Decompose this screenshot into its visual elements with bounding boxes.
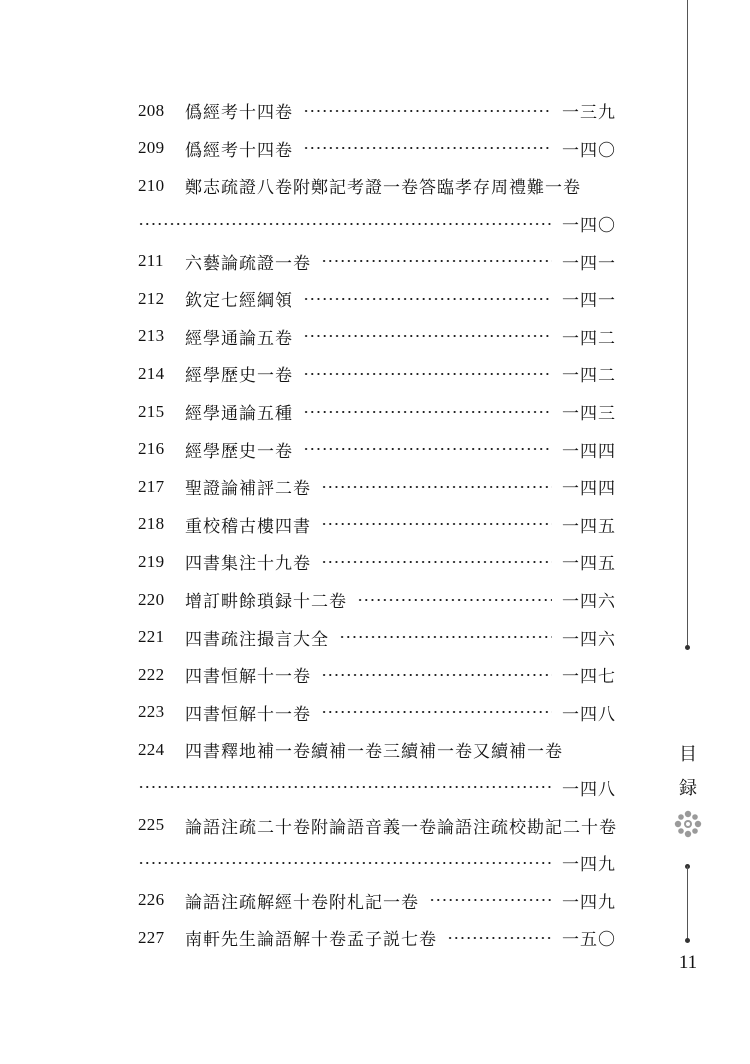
entry-page: 一四七	[562, 667, 616, 688]
toc-entry	[138, 92, 616, 130]
dot-leader	[138, 223, 552, 225]
entry-page: 一四二	[562, 366, 616, 387]
toc-entry	[138, 318, 616, 356]
entry-title: 四書恒解十一卷	[185, 667, 311, 688]
entry-title: 經學通論五卷	[185, 328, 293, 349]
dot-leader	[303, 147, 552, 149]
toc-entry	[138, 468, 616, 506]
dot-leader	[321, 674, 552, 676]
toc-entry-continuation	[138, 205, 616, 243]
entry-title: 四書恒解十一卷	[185, 704, 311, 725]
dot-leader	[321, 260, 552, 262]
margin-rule-top	[687, 0, 688, 648]
entry-page: 一四五	[562, 554, 616, 575]
dot-leader	[321, 711, 552, 713]
entry-page: 一四〇	[562, 216, 616, 237]
entry-title: 欽定七經綱領	[185, 291, 293, 312]
toc-entry	[138, 506, 616, 544]
entry-title: 增訂畊餘瑣録十二卷	[185, 592, 347, 613]
dot-leader	[138, 862, 552, 864]
toc-entry	[138, 618, 616, 656]
entry-title: 論語注疏二十卷附論語音義一卷論語注疏校勘記二十卷	[185, 817, 617, 838]
entry-number: 226	[138, 890, 165, 910]
entry-title: 論語注疏解經十卷附札記一卷	[185, 892, 419, 913]
margin-rule-dot	[685, 645, 690, 650]
entry-page: 一四八	[562, 779, 616, 800]
entry-page: 一五〇	[562, 930, 616, 951]
entry-title: 僞經考十四卷	[185, 103, 293, 124]
dot-leader	[429, 899, 552, 901]
dot-leader	[447, 937, 552, 939]
toc-entry	[138, 919, 616, 957]
section-title-vertical	[672, 738, 704, 806]
section-title-char: 目	[679, 744, 697, 765]
entry-page: 一四四	[562, 479, 616, 500]
dot-leader	[321, 523, 552, 525]
entry-page: 一四一	[562, 291, 616, 312]
dot-leader	[303, 411, 552, 413]
toc-entry	[138, 543, 616, 581]
toc-entry-continuation	[138, 769, 616, 807]
entry-page: 一四六	[562, 592, 616, 613]
toc-entry	[138, 167, 616, 205]
toc-entry	[138, 581, 616, 619]
entry-page: 一四九	[562, 855, 616, 876]
toc-entry	[138, 881, 616, 919]
toc-entry	[138, 355, 616, 393]
dot-leader	[321, 486, 552, 488]
entry-number: 219	[138, 551, 165, 571]
entry-number: 223	[138, 702, 165, 722]
entry-title: 僞經考十四卷	[185, 140, 293, 161]
entry-page: 一三九	[562, 103, 616, 124]
dot-leader	[357, 599, 552, 601]
entry-page: 一四一	[562, 253, 616, 274]
toc-entry	[138, 430, 616, 468]
entry-page: 一四六	[562, 629, 616, 650]
dot-leader	[303, 448, 552, 450]
toc-entry	[138, 242, 616, 280]
entry-number: 214	[138, 363, 165, 383]
entry-page: 一四八	[562, 704, 616, 725]
dot-leader	[303, 298, 552, 300]
entry-number: 222	[138, 664, 165, 684]
entry-number: 221	[138, 627, 165, 647]
entry-title: 鄭志疏證八卷附鄭記考證一卷答臨孝存周禮難一卷	[185, 178, 581, 199]
toc-entry	[138, 656, 616, 694]
section-title-char: 録	[679, 778, 697, 799]
entry-title: 六藝論疏證一卷	[185, 253, 311, 274]
entry-page: 一四二	[562, 328, 616, 349]
entry-number: 208	[138, 100, 165, 120]
entry-number: 227	[138, 927, 165, 947]
entry-title: 南軒先生論語解十卷孟子説七卷	[185, 930, 437, 951]
entry-title: 四書釋地補一卷續補一卷三續補一卷又續補一卷	[185, 742, 563, 763]
entry-title: 四書疏注撮言大全	[185, 629, 329, 650]
margin-rule-dot	[685, 938, 690, 943]
floral-ornament-icon	[673, 809, 703, 839]
entry-title: 四書集注十九卷	[185, 554, 311, 575]
entry-title: 經學歷史一卷	[185, 366, 293, 387]
entry-number: 215	[138, 401, 165, 421]
toc-entry-continuation	[138, 844, 616, 882]
entry-number: 212	[138, 288, 165, 308]
entry-number: 216	[138, 439, 165, 459]
entry-number: 218	[138, 514, 165, 534]
table-of-contents	[138, 92, 616, 957]
entry-page: 一四四	[562, 441, 616, 462]
entry-title: 經學歷史一卷	[185, 441, 293, 462]
entry-number: 213	[138, 326, 165, 346]
dot-leader	[138, 786, 552, 788]
entry-title: 重校稽古樓四書	[185, 516, 311, 537]
entry-title: 聖證論補評二卷	[185, 479, 311, 500]
entry-title: 經學通論五種	[185, 404, 293, 425]
dot-leader	[303, 373, 552, 375]
dot-leader	[321, 561, 552, 563]
entry-page: 一四三	[562, 404, 616, 425]
margin-rule-bottom	[687, 866, 688, 942]
toc-entry	[138, 393, 616, 431]
entry-page: 一四五	[562, 516, 616, 537]
dot-leader	[303, 110, 552, 112]
entry-page: 一四九	[562, 892, 616, 913]
entry-number: 209	[138, 138, 165, 158]
toc-entry	[138, 694, 616, 732]
entry-number: 211	[138, 251, 164, 271]
entry-number: 224	[138, 739, 165, 759]
dot-leader	[303, 335, 552, 337]
toc-entry	[138, 280, 616, 318]
dot-leader	[339, 636, 552, 638]
toc-entry	[138, 731, 616, 769]
entry-page: 一四〇	[562, 140, 616, 161]
entry-number: 217	[138, 476, 165, 496]
toc-entry	[138, 806, 616, 844]
toc-entry	[138, 130, 616, 168]
entry-number: 220	[138, 589, 165, 609]
page-number: 11	[678, 952, 698, 973]
entry-number: 225	[138, 815, 165, 835]
entry-number: 210	[138, 175, 165, 195]
